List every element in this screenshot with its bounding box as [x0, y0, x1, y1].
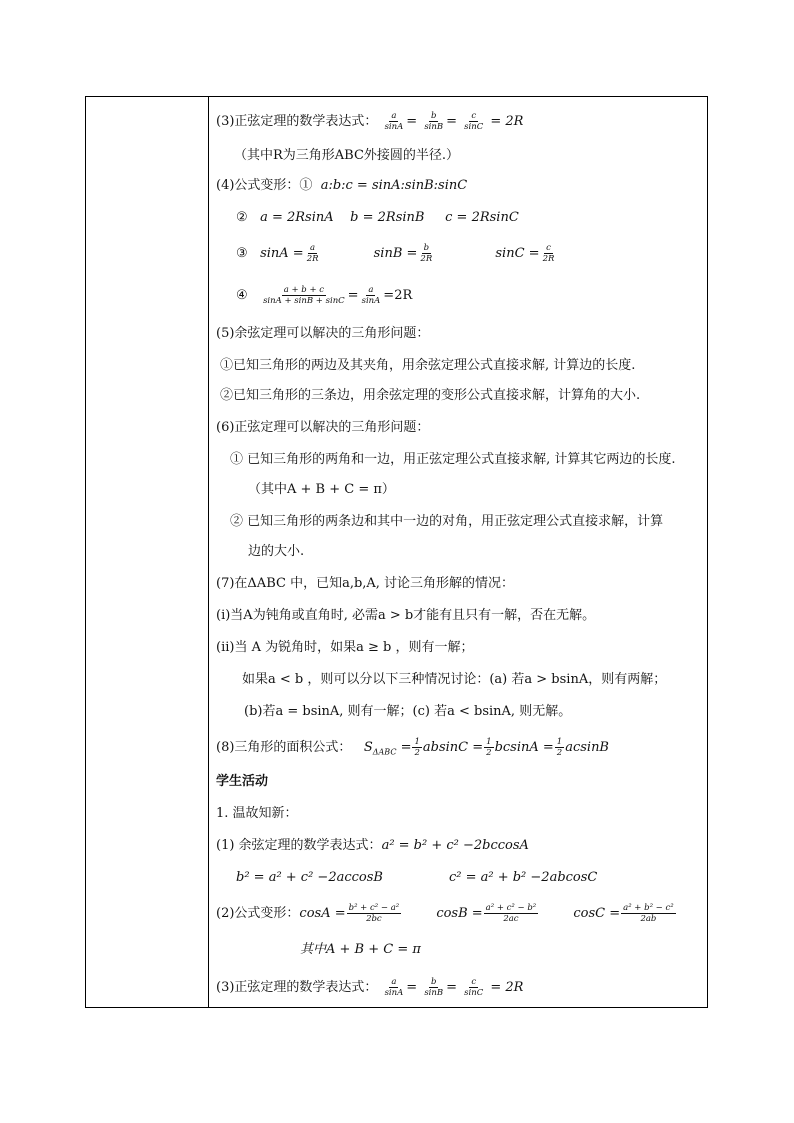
acute-subcases-2: (b)若a = bsinA, 则有一解；(c) 若a < bsinA, 则无解。: [244, 704, 572, 719]
cosine-law-case-2: ②已知三角形的三条边，用余弦定理的变形公式直接求解，计算角的大小.: [220, 388, 641, 403]
cosine-law-line: (1) 余弦定理的数学表达式：a² = b² + c² −2bccosA: [216, 838, 529, 853]
content-table: [85, 96, 708, 1008]
review-heading: 1. 温故知新：: [216, 806, 298, 821]
cosine-variant-line: (2)公式变形：cosA = $\frac{\text{b² + c² − a²}}{2bc}$ cosB = $\frac{\text{a² + c² − b²}}{2ac}$ cosC = $\frac{\text{a² + b² − c²}}{2ab}$: [216, 903, 674, 924]
radius-note: （其中R为三角形ABC外接圆的半径.）: [234, 148, 460, 163]
formula-variant-1: (4)公式变形：① a:b:c = sinA:sinB:sinC: [216, 178, 468, 193]
sine-law-line: (3)正弦定理的数学表达式： $\frac{a}{\sin A}$ = $\frac{b}{\sin B}$ = $\frac{c}{\sin C}$ = 2R: [216, 111, 524, 132]
sine-law-case-2: ② 已知三角形的两条边和其中一边的对角，用正弦定理公式直接求解，计算: [230, 514, 664, 529]
column-divider: [208, 97, 209, 1007]
cosine-law-variants: b² = a² + c² −2accosB c² = a² + b² −2abcosC: [236, 870, 598, 885]
formula-variant-3: ③ sinA = $\frac{a}{2R}$ sinB = $\frac{b}{2R}$ sinC = $\frac{c}{2R}$: [236, 243, 555, 264]
angle-sum-note: （其中A + B + C = π）: [248, 482, 395, 497]
area-formula-line: (8)三角形的面积公式： $S_{\Delta ABC}$ = $\frac{1}{2}$ absinC = $\frac{1}{2}$ bcsinA = $\frac{1}{2}$ acsinB: [216, 737, 609, 758]
sine-law-problems-heading: (6)正弦定理可以解决的三角形问题：: [216, 420, 430, 435]
angle-sum-line: 其中A + B + C = π: [300, 942, 421, 957]
content-cell: [216, 97, 701, 1007]
acute-subcases-1: 如果a < b ，则可以分以下三种情况讨论：(a) 若a > bsinA，则有两解；: [242, 672, 667, 687]
cosine-law-case-1: ①已知三角形的两边及其夹角，用余弦定理公式直接求解, 计算边的长度.: [220, 358, 636, 373]
sine-law-line-repeat: (3)正弦定理的数学表达式： $\frac{a}{\sin A}$ = $\frac{b}{\sin B}$ = $\frac{c}{\sin C}$ = 2R: [216, 977, 524, 998]
student-activity-heading: 学生活动: [216, 774, 269, 789]
triangle-solutions-heading: (7)在ΔABC 中，已知a,b,A, 讨论三角形解的情况：: [216, 576, 515, 591]
acute-case: (ii)当 A 为锐角时，如果a ≥ b ，则有一解；: [216, 640, 474, 655]
sine-law-label: (3)正弦定理的数学表达式：: [216, 114, 378, 129]
cosine-law-problems-heading: (5)余弦定理可以解决的三角形问题：: [216, 326, 430, 341]
obtuse-case: (i)当A为钝角或直角时, 必需a > b才能有且只有一解，否在无解。: [216, 608, 596, 623]
sine-law-case-1: ① 已知三角形的两角和一边，用正弦定理公式直接求解, 计算其它两边的长度.: [230, 452, 676, 467]
sine-law-case-2-cont: 边的大小.: [248, 544, 305, 559]
formula-variant-2: ② a = 2RsinA b = 2RsinB c = 2RsinC: [236, 210, 519, 225]
formula-variant-4: ④ $\frac{a + b + c}{\sin A + \sin B + \sin C}$ = $\frac{a}{\sin A}$ =2R: [236, 285, 413, 306]
